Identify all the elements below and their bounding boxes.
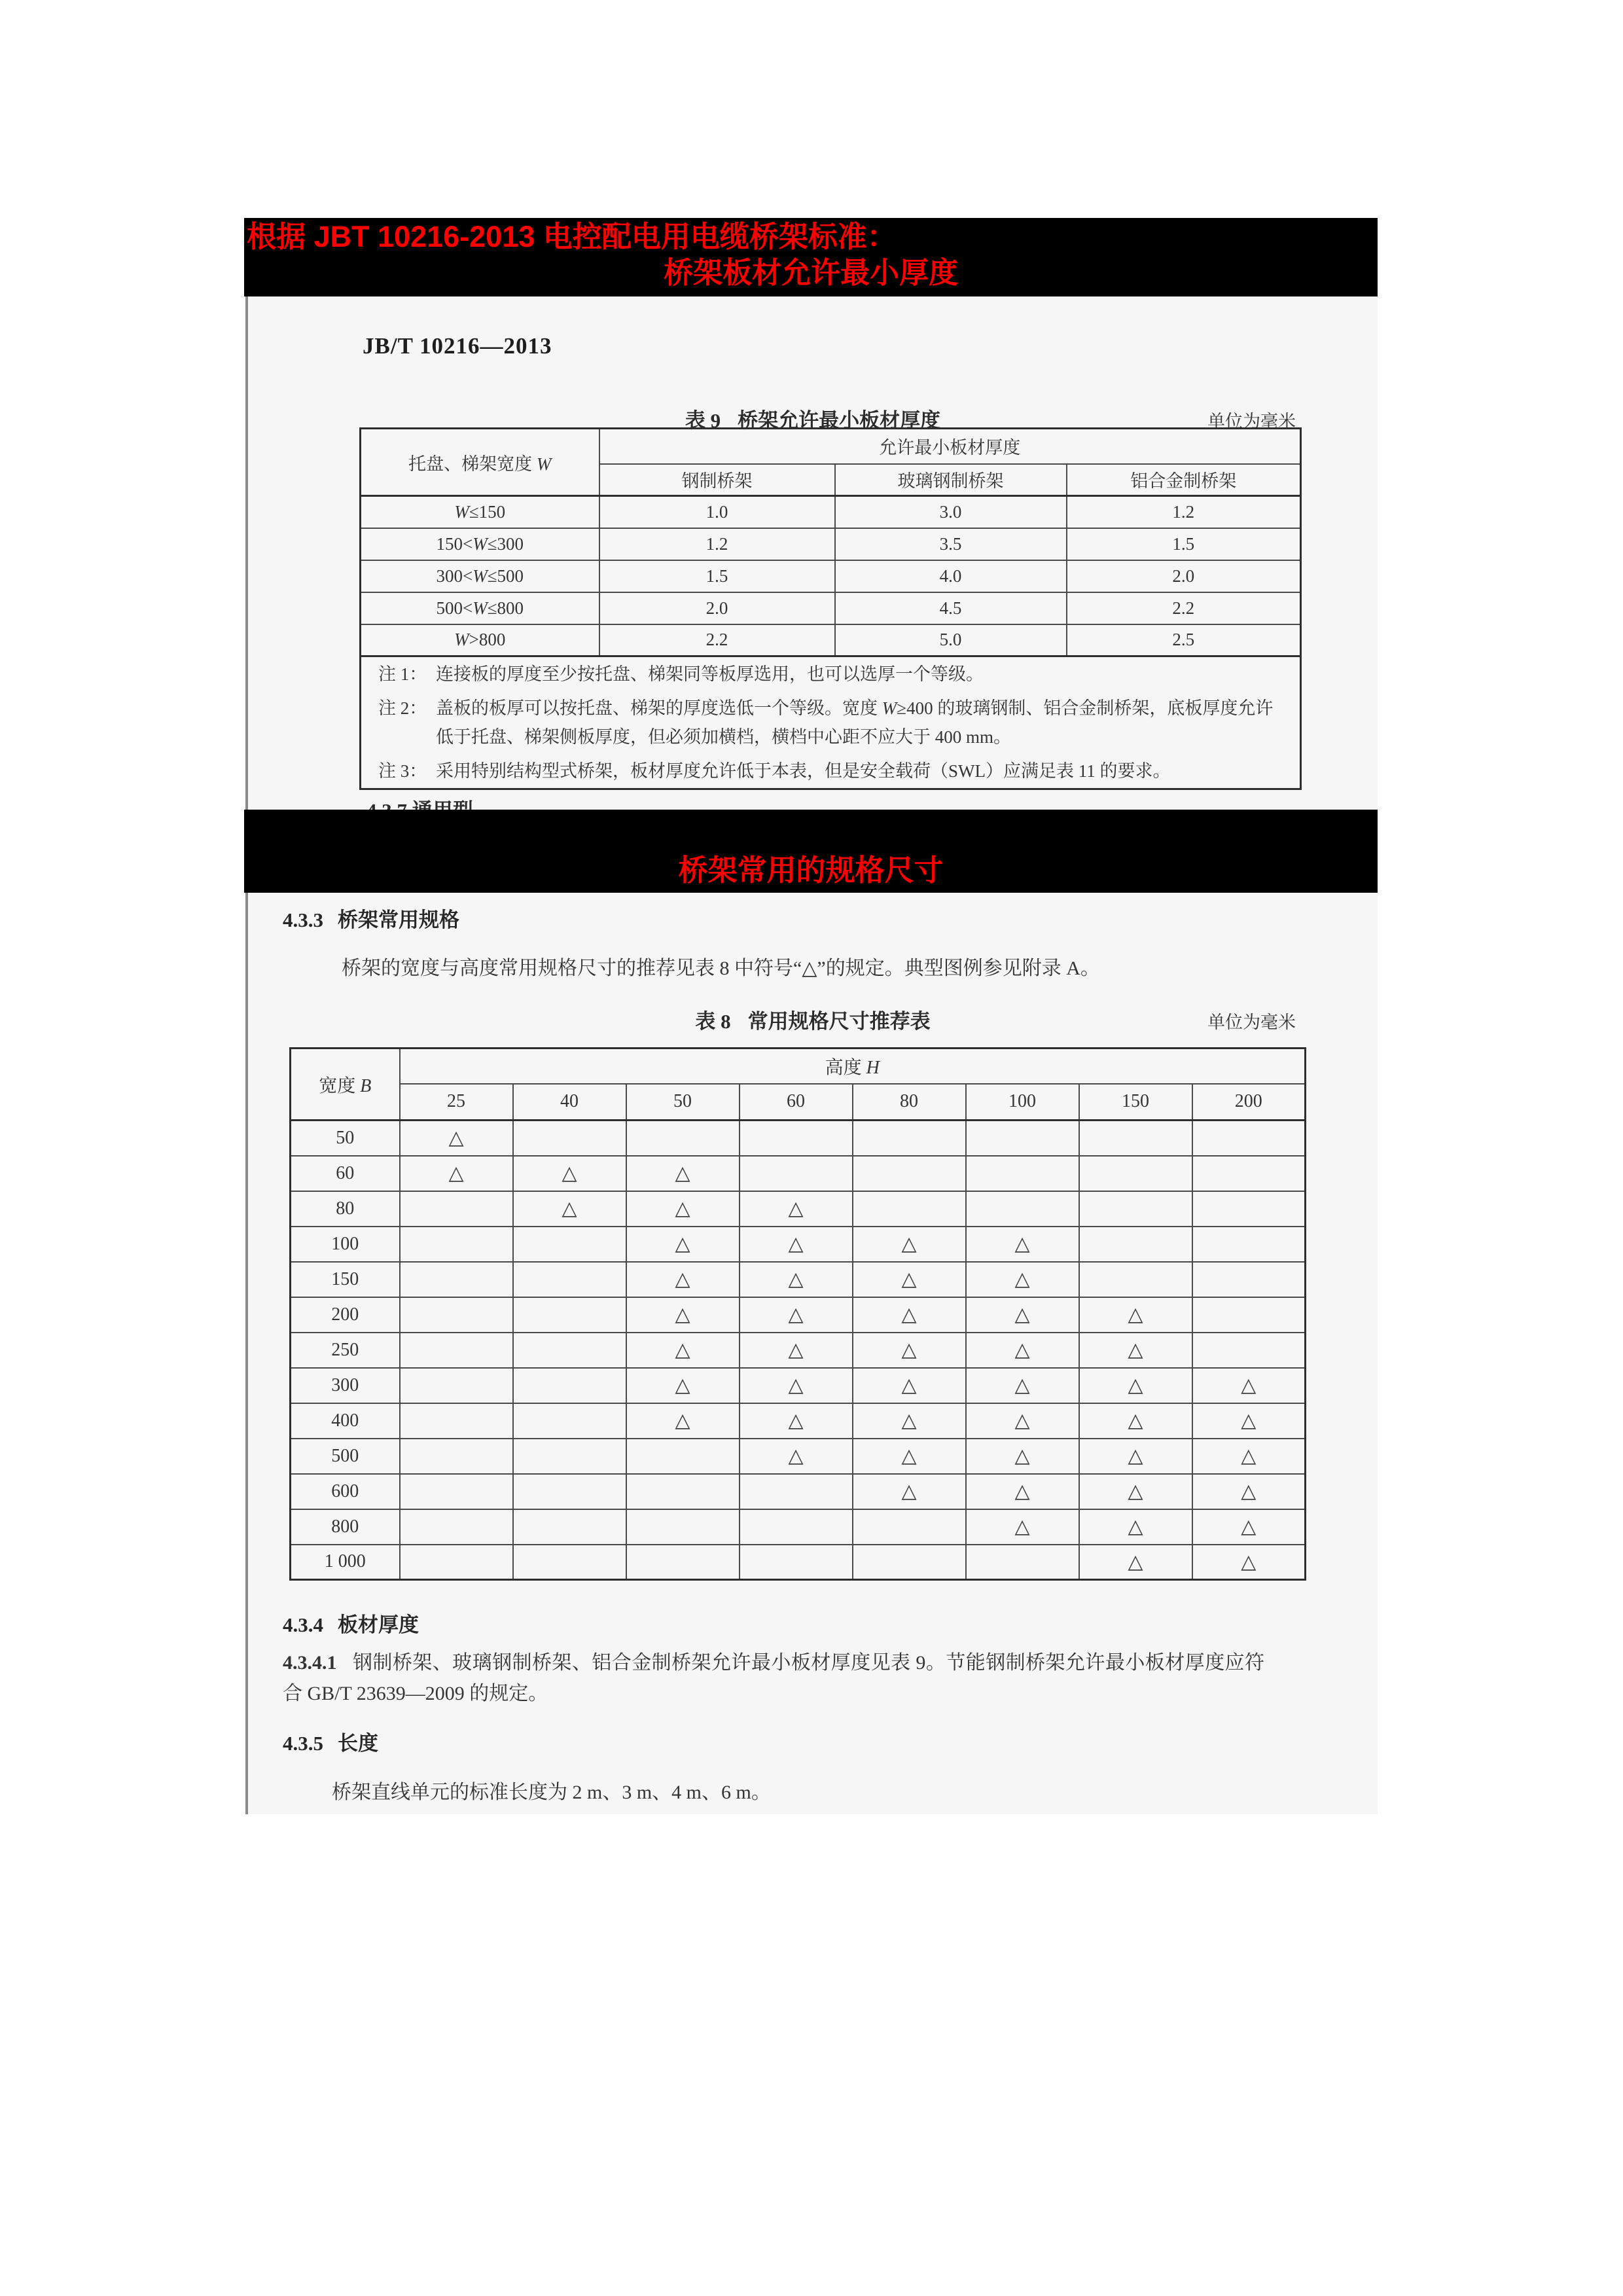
section-4-3-3-paragraph: 桥架的宽度与高度常用规格尺寸的推荐见表 8 中符号“△”的规定。典型图例参见附录 A。 (342, 958, 1100, 979)
table8-row (291, 1474, 1306, 1509)
table9-range-cell: 500<W≤800 (361, 592, 599, 624)
table9-note-row (361, 754, 1301, 789)
triangle-mark: △ (966, 1368, 1079, 1403)
table8-width-cell: 150 (291, 1262, 400, 1297)
empty-cell (626, 1474, 740, 1509)
empty-cell (513, 1403, 626, 1439)
triangle-mark: △ (853, 1297, 966, 1333)
triangle-mark: △ (400, 1121, 513, 1156)
empty-cell (626, 1545, 740, 1580)
table9-row (361, 496, 1301, 528)
empty-cell (400, 1474, 513, 1509)
table8-height-value: 60 (740, 1084, 853, 1121)
table9-value-cell: 2.2 (599, 624, 835, 656)
triangle-mark: △ (1192, 1368, 1306, 1403)
empty-cell (1192, 1191, 1306, 1227)
triangle-mark: △ (513, 1191, 626, 1227)
triangle-mark: △ (1079, 1474, 1192, 1509)
triangle-mark: △ (1192, 1509, 1306, 1545)
triangle-mark: △ (626, 1368, 740, 1403)
triangle-mark: △ (853, 1368, 966, 1403)
triangle-mark: △ (853, 1474, 966, 1509)
empty-cell (740, 1545, 853, 1580)
empty-cell (513, 1227, 626, 1262)
triangle-mark: △ (626, 1297, 740, 1333)
triangle-mark: △ (513, 1156, 626, 1191)
triangle-mark: △ (853, 1333, 966, 1368)
empty-cell (513, 1474, 626, 1509)
table8-height-value: 25 (400, 1084, 513, 1121)
triangle-mark: △ (400, 1156, 513, 1191)
table9-row (361, 624, 1301, 656)
table9-note-cell (361, 656, 1301, 692)
empty-cell (1192, 1333, 1306, 1368)
table8-caption (248, 1005, 1378, 1031)
triangle-mark: △ (853, 1262, 966, 1297)
triangle-mark: △ (853, 1227, 966, 1262)
table8-height-header: 高度 H (400, 1049, 1306, 1084)
triangle-mark: △ (740, 1403, 853, 1439)
empty-cell (513, 1368, 626, 1403)
empty-cell (400, 1509, 513, 1545)
triangle-mark: △ (740, 1262, 853, 1297)
triangle-mark: △ (626, 1333, 740, 1368)
table9-range-cell: W≤150 (361, 496, 599, 528)
note-label: 注 2： (378, 698, 427, 718)
triangle-mark: △ (626, 1227, 740, 1262)
empty-cell (740, 1509, 853, 1545)
empty-cell (513, 1121, 626, 1156)
note-text: 盖板的板厚可以按托盘、梯架的厚度选低一个等级。宽度 W≥400 的玻璃钢制、铝合金制桥架，底板厚度允许低于托盘、梯架侧板厚度，但必须加横档，横档中心距不应大于 400 mm。 (436, 698, 1274, 747)
triangle-mark: △ (853, 1439, 966, 1474)
triangle-mark: △ (966, 1403, 1079, 1439)
empty-cell (853, 1121, 966, 1156)
empty-cell (740, 1121, 853, 1156)
note-text: 采用特别结构型式桥架，板材厚度允许低于本表，但是安全载荷（SWL）应满足表 11 的要求。 (436, 761, 1171, 781)
table9-label: 表 9 (685, 409, 721, 432)
table8-width-cell: 60 (291, 1156, 400, 1191)
annotation-title: 桥架常用的规格尺寸 (678, 853, 944, 887)
table9-unit: 单位为毫米 (1207, 412, 1296, 431)
table8-label: 表 8 (695, 1010, 731, 1033)
document-page (245, 296, 1378, 1814)
table8-width-cell: 100 (291, 1227, 400, 1262)
table8-row (291, 1227, 1306, 1262)
triangle-mark: △ (1192, 1474, 1306, 1509)
empty-cell (400, 1191, 513, 1227)
empty-cell (1192, 1227, 1306, 1262)
table8-width-cell: 400 (291, 1403, 400, 1439)
table8-width-cell: 80 (291, 1191, 400, 1227)
empty-cell (853, 1191, 966, 1227)
triangle-mark: △ (626, 1191, 740, 1227)
empty-cell (853, 1509, 966, 1545)
triangle-mark: △ (740, 1191, 853, 1227)
table9-range-cell: 300<W≤500 (361, 560, 599, 592)
table9-value-cell: 2.0 (599, 592, 835, 624)
table8-row (291, 1333, 1306, 1368)
empty-cell (740, 1474, 853, 1509)
empty-cell (1192, 1297, 1306, 1333)
section-4-3-4-heading: 4.3.4 板材厚度 (283, 1613, 419, 1636)
table9-value-cell: 2.0 (1067, 560, 1301, 592)
empty-cell (400, 1545, 513, 1580)
table8-row (291, 1297, 1306, 1333)
empty-cell (966, 1121, 1079, 1156)
table9-value-cell: 1.5 (1067, 528, 1301, 560)
table8-row (291, 1439, 1306, 1474)
empty-cell (1192, 1156, 1306, 1191)
table9-row (361, 560, 1301, 592)
table8-height-value: 100 (966, 1084, 1079, 1121)
table8-width-cell: 50 (291, 1121, 400, 1156)
empty-cell (400, 1262, 513, 1297)
triangle-mark: △ (966, 1297, 1079, 1333)
empty-cell (1079, 1227, 1192, 1262)
triangle-mark: △ (740, 1368, 853, 1403)
table9-row (361, 592, 1301, 624)
table8-row (291, 1403, 1306, 1439)
triangle-mark: △ (966, 1439, 1079, 1474)
table8-width-cell: 1 000 (291, 1545, 400, 1580)
table9-col-header: 玻璃钢制桥架 (835, 464, 1067, 496)
table8-height-value: 50 (626, 1084, 740, 1121)
triangle-mark: △ (1079, 1333, 1192, 1368)
annotation-banner-top (244, 218, 1378, 296)
section-4-3-4-1-paragraph: 4.3.4.1 钢制桥架、玻璃钢制桥架、铝合金制桥架允许最小板材厚度见表 9。节能钢制桥架允许最小板材厚度应符合 GB/T 23639—2009 的规定。 (283, 1652, 1264, 1704)
triangle-mark: △ (853, 1403, 966, 1439)
triangle-mark: △ (966, 1474, 1079, 1509)
triangle-mark: △ (1079, 1297, 1192, 1333)
empty-cell (740, 1156, 853, 1191)
triangle-mark: △ (1079, 1439, 1192, 1474)
table8-row (291, 1262, 1306, 1297)
table8-row (291, 1545, 1306, 1580)
empty-cell (853, 1156, 966, 1191)
table9-row-header: 托盘、梯架宽度 W (361, 429, 599, 496)
table8-width-cell: 600 (291, 1474, 400, 1509)
empty-cell (400, 1227, 513, 1262)
triangle-mark: △ (626, 1403, 740, 1439)
empty-cell (626, 1439, 740, 1474)
triangle-mark: △ (1192, 1439, 1306, 1474)
triangle-mark: △ (1079, 1368, 1192, 1403)
triangle-mark: △ (1079, 1545, 1192, 1580)
empty-cell (400, 1297, 513, 1333)
triangle-mark: △ (740, 1333, 853, 1368)
empty-cell (1079, 1191, 1192, 1227)
empty-cell (513, 1439, 626, 1474)
table9-value-cell: 1.2 (1067, 496, 1301, 528)
table8-width-cell: 200 (291, 1297, 400, 1333)
table9-note-cell (361, 691, 1301, 754)
table9-span-header: 允许最小板材厚度 (599, 429, 1301, 464)
table8-width-cell: 250 (291, 1333, 400, 1368)
empty-cell (1079, 1156, 1192, 1191)
table9-note-cell (361, 754, 1301, 789)
triangle-mark: △ (626, 1262, 740, 1297)
table8-width-cell: 500 (291, 1439, 400, 1474)
empty-cell (966, 1191, 1079, 1227)
empty-cell (1079, 1121, 1192, 1156)
table8-height-value: 200 (1192, 1084, 1306, 1121)
table9-value-cell: 4.5 (835, 592, 1067, 624)
section-4-3-5-heading: 4.3.5 长度 (283, 1732, 378, 1755)
table8-height-value: 80 (853, 1084, 966, 1121)
table8-height-value: 40 (513, 1084, 626, 1121)
table9-grid (359, 427, 1302, 790)
table8-unit: 单位为毫米 (1207, 1013, 1296, 1032)
triangle-mark: △ (740, 1439, 853, 1474)
empty-cell (1192, 1121, 1306, 1156)
section-4-3-3-heading: 4.3.3 桥架常用规格 (283, 908, 459, 931)
table8-width-cell: 800 (291, 1509, 400, 1545)
triangle-mark: △ (966, 1262, 1079, 1297)
empty-cell (400, 1403, 513, 1439)
note-label: 注 3： (378, 761, 427, 781)
triangle-mark: △ (966, 1333, 1079, 1368)
table8-title: 常用规格尺寸推荐表 (747, 1010, 931, 1033)
empty-cell (400, 1368, 513, 1403)
table9-range-cell: W>800 (361, 624, 599, 656)
empty-cell (966, 1156, 1079, 1191)
table8-row (291, 1368, 1306, 1403)
empty-cell (966, 1545, 1079, 1580)
table8 (289, 1047, 1306, 1581)
triangle-mark: △ (1079, 1509, 1192, 1545)
empty-cell (513, 1262, 626, 1297)
annotation-line-2: 桥架板材允许最小厚度 (663, 256, 958, 289)
empty-cell (400, 1439, 513, 1474)
triangle-mark: △ (1192, 1545, 1306, 1580)
table9 (359, 427, 1302, 790)
table9-value-cell: 2.5 (1067, 624, 1301, 656)
table9-value-cell: 1.2 (599, 528, 835, 560)
table9-value-cell: 2.2 (1067, 592, 1301, 624)
table8-row (291, 1121, 1306, 1156)
empty-cell (1192, 1262, 1306, 1297)
table9-note-row (361, 656, 1301, 692)
triangle-mark: △ (966, 1227, 1079, 1262)
triangle-mark: △ (740, 1297, 853, 1333)
annotation-line-1: 根据 JBT 10216-2013 电控配电用电缆桥架标准： (247, 220, 897, 253)
note-label: 注 1： (378, 664, 427, 684)
table9-col-header: 铝合金制桥架 (1067, 464, 1301, 496)
table8-row (291, 1509, 1306, 1545)
empty-cell (626, 1121, 740, 1156)
table9-title: 桥架允许最小板材厚度 (738, 409, 941, 432)
note-text: 连接板的厚度至少按托盘、梯架同等板厚选用，也可以选厚一个等级。 (436, 664, 984, 684)
table9-range-cell: 150<W≤300 (361, 528, 599, 560)
empty-cell (513, 1545, 626, 1580)
empty-cell (513, 1297, 626, 1333)
table8-row (291, 1191, 1306, 1227)
empty-cell (513, 1333, 626, 1368)
table9-note-row (361, 691, 1301, 754)
empty-cell (400, 1333, 513, 1368)
section-4-3-5-paragraph: 桥架直线单元的标准长度为 2 m、3 m、4 m、6 m。 (332, 1782, 771, 1803)
triangle-mark: △ (626, 1156, 740, 1191)
empty-cell (853, 1545, 966, 1580)
empty-cell (513, 1509, 626, 1545)
table9-value-cell: 3.0 (835, 496, 1067, 528)
table9-value-cell: 3.5 (835, 528, 1067, 560)
triangle-mark: △ (1192, 1403, 1306, 1439)
table8-width-cell: 300 (291, 1368, 400, 1403)
table9-row (361, 528, 1301, 560)
table8-grid (289, 1047, 1306, 1581)
triangle-mark: △ (966, 1509, 1079, 1545)
table9-value-cell: 1.5 (599, 560, 835, 592)
annotation-banner-middle (244, 810, 1378, 893)
empty-cell (1079, 1262, 1192, 1297)
table9-col-header: 钢制桥架 (599, 464, 835, 496)
table9-value-cell: 4.0 (835, 560, 1067, 592)
table9-caption (248, 404, 1378, 430)
triangle-mark: △ (1079, 1403, 1192, 1439)
table8-row (291, 1156, 1306, 1191)
triangle-mark: △ (740, 1227, 853, 1262)
empty-cell (626, 1509, 740, 1545)
table8-width-header: 宽度 B (291, 1049, 400, 1121)
table9-value-cell: 5.0 (835, 624, 1067, 656)
standard-number-header: JB/T 10216—2013 (363, 333, 552, 359)
table9-value-cell: 1.0 (599, 496, 835, 528)
table8-height-value: 150 (1079, 1084, 1192, 1121)
